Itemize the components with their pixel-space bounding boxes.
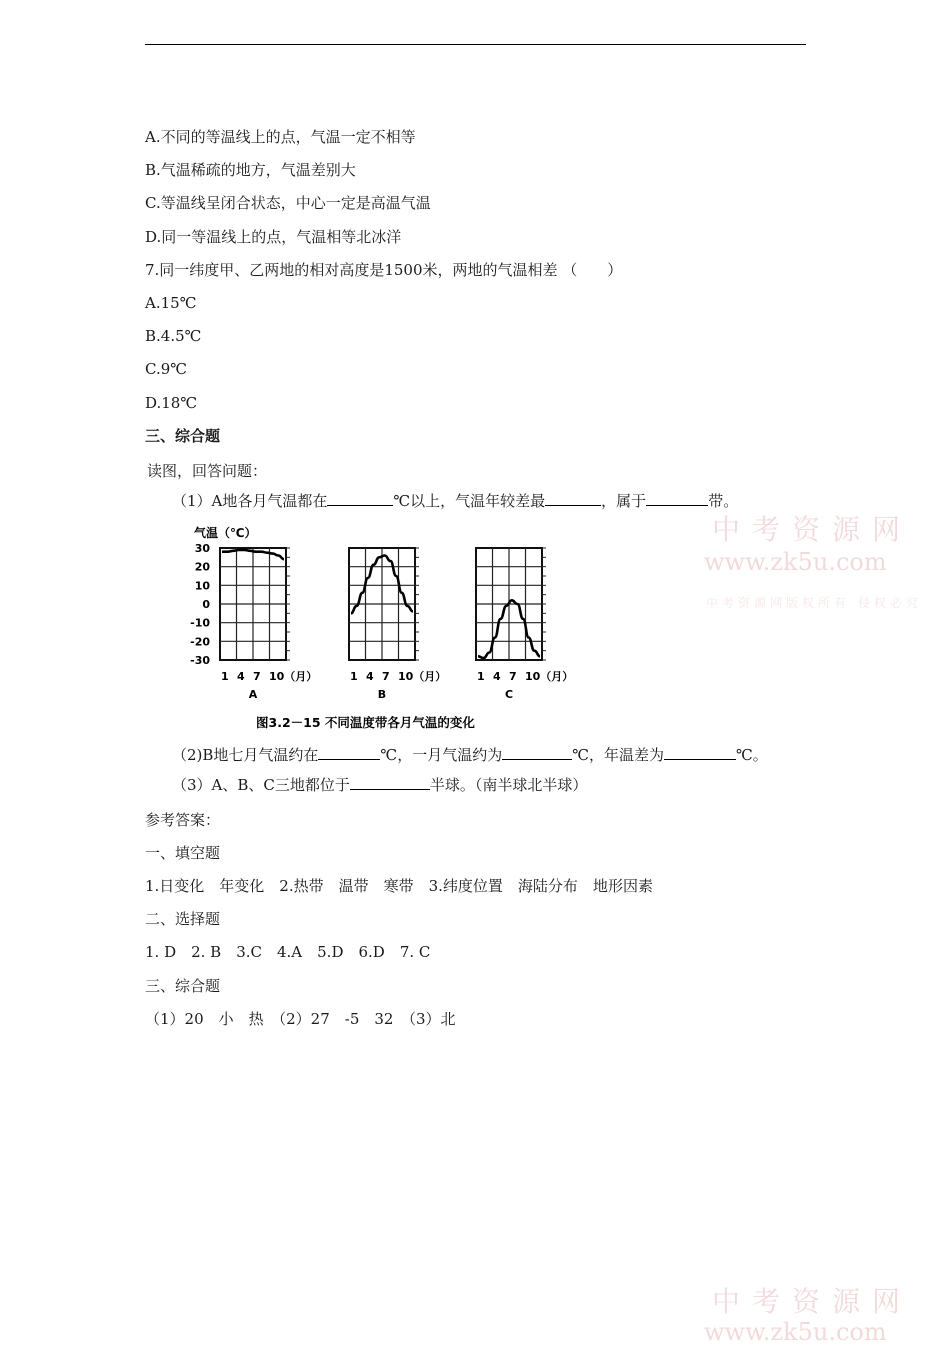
watermark-url: www.zk5u.com	[704, 1318, 887, 1346]
answer-blank[interactable]	[350, 775, 430, 790]
section-3-intro: 读图，回答问题：	[147, 462, 268, 480]
q7-option-d: D.18℃	[145, 394, 198, 412]
option-a: A.不同的等温线上的点，气温一定不相等	[145, 128, 416, 146]
answers-section-3: （1）20 小 热 （2）27 -5 32 （3）北	[145, 1010, 456, 1028]
question-7: 7.同一纬度甲、乙两地的相对高度是1500米，两地的气温相差 （ ）	[145, 261, 623, 279]
answer-blank[interactable]	[502, 745, 572, 760]
y-tick-label: -20	[190, 635, 210, 649]
answer-blank[interactable]	[318, 745, 380, 760]
y-tick-label: 0	[202, 598, 210, 611]
panel-label: A	[248, 688, 258, 701]
temperature-zone-chart	[186, 522, 574, 734]
sub-question-1: （1）A地各月气温都在 ℃以上，气温年较差最 ，属于 带。	[172, 492, 739, 510]
x-tick-label: 1	[221, 670, 229, 683]
watermark-url: www.zk5u.com	[704, 548, 887, 576]
x-tick-label: 4	[493, 670, 501, 683]
panel-label: B	[377, 688, 387, 701]
answer-blank[interactable]	[545, 491, 601, 506]
x-tick-label: 1	[350, 670, 358, 683]
y-axis-label: 气温（℃）	[194, 526, 257, 540]
header-rule	[145, 44, 806, 45]
q7-option-b: B.4.5℃	[145, 327, 202, 345]
q7-option-c: C.9℃	[145, 360, 188, 378]
x-tick-label: 4	[366, 670, 374, 683]
y-tick-label: -30	[190, 654, 210, 667]
answer-blank[interactable]	[664, 745, 736, 760]
option-c: C.等温线呈闭合状态，中心一定是高温气温	[145, 194, 431, 212]
y-tick-label: 10	[194, 579, 210, 593]
x-tick-label: 10（月）	[398, 670, 447, 683]
answers-section-1-title: 一、填空题	[145, 844, 221, 862]
section-3-title: 三、综合题	[145, 427, 221, 445]
x-tick-label: 4	[237, 670, 245, 683]
x-tick-label: 7	[382, 670, 390, 683]
option-d: D.同一等温线上的点，气温相等北冰洋	[145, 228, 402, 246]
watermark-text: 中考资源网	[712, 1285, 913, 1318]
x-tick-label: 10（月）	[525, 670, 574, 683]
chart-title: 图3.2－15 不同温度带各月气温的变化	[256, 715, 475, 730]
x-tick-label: 7	[253, 670, 261, 683]
panel-label: C	[504, 688, 514, 701]
y-tick-label: 30	[194, 542, 210, 555]
answer-blank[interactable]	[646, 491, 708, 506]
option-b: B.气温稀疏的地方，气温差别大	[145, 161, 356, 179]
answers-section-3-title: 三、综合题	[145, 977, 221, 995]
x-tick-label: 7	[509, 670, 517, 683]
y-tick-label: 20	[194, 560, 210, 574]
answers-section-2: 1. D 2. B 3.C 4.A 5.D 6.D 7. C	[145, 943, 431, 961]
watermark-note: 中考资源网版权所有 侵权必究	[706, 596, 922, 610]
x-tick-label: 1	[477, 670, 485, 683]
q7-option-a: A.15℃	[145, 294, 197, 312]
answer-blank[interactable]	[327, 491, 393, 506]
answers-title: 参考答案：	[145, 811, 221, 829]
watermark-text: 中考资源网	[712, 513, 913, 546]
answers-section-1: 1.日变化 年变化 2.热带 温带 寒带 3.纬度位置 海陆分布 地形因素	[145, 877, 653, 895]
y-tick-label: -10	[190, 616, 210, 630]
sub-question-3: （3）A、B、C三地都位于 半球。（南半球北半球）	[172, 776, 588, 794]
sub-question-2: （2)B地七月气温约在 ℃，一月气温约为 ℃，年温差为 ℃。	[172, 746, 768, 764]
x-tick-label: 10（月）	[269, 670, 318, 683]
answers-section-2-title: 二、选择题	[145, 910, 221, 928]
